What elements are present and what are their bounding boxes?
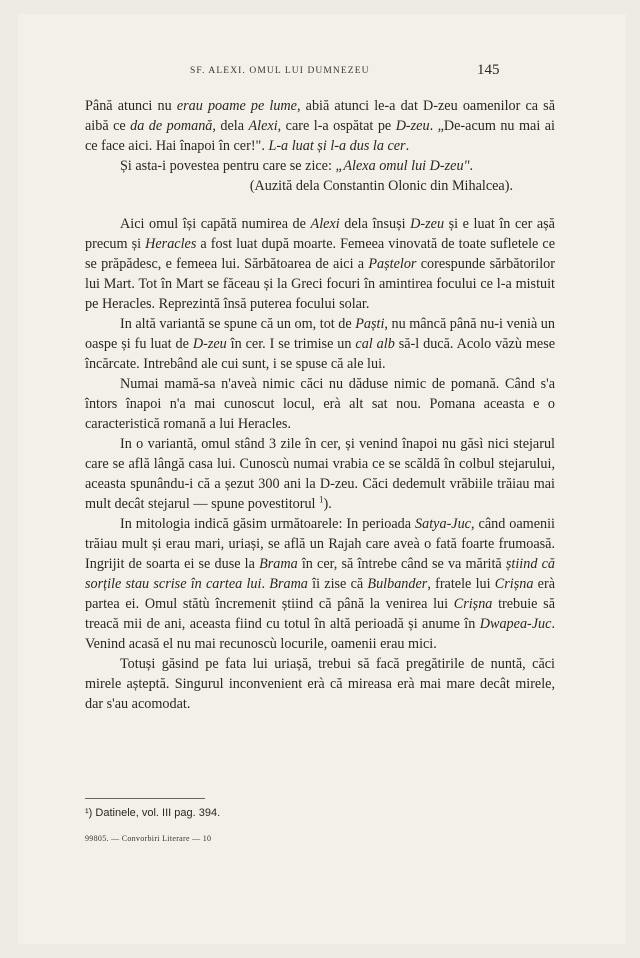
footnote: [85, 807, 220, 819]
italic-phrase: Paști: [355, 316, 385, 332]
italic-phrase: Brama: [259, 556, 298, 572]
italic-phrase: Alexi: [248, 118, 278, 134]
text-run: în cer, să întrebe când se va mărită: [297, 556, 506, 572]
running-title: SF. ALEXI. OMUL LUI DUMNEZEU: [190, 66, 370, 76]
italic-phrase: „Alexa omul lui D-zeu": [335, 158, 470, 174]
italic-phrase: Dwapea-Juc: [479, 616, 552, 632]
text-run: , dela: [212, 118, 249, 134]
text-run: trebuie să treacă mii de ani, aceasta fiind cu totul în altă perioadă și anume în: [85, 596, 555, 632]
paragraph: [85, 434, 555, 514]
paragraph: [85, 214, 555, 314]
italic-phrase: Crișna: [494, 576, 534, 592]
text-run: , care l-a ospătat pe: [277, 118, 396, 134]
text-run: .: [261, 576, 270, 592]
page-header: [0, 62, 640, 86]
text-run: , când oamenii trăiau mult și erau mari, uriași, se află un Rajah care aveà o fată foarte frumoasă. Ingrijit de soarta ei se duse la: [85, 516, 555, 572]
source-attribution: (Auzită dela Constantin Olonic din Mihalcea).: [249, 178, 513, 194]
paragraph: [85, 156, 555, 176]
footnote-divider: [85, 798, 205, 799]
text-run: In o variantă, omul stând 3 zile în cer, și venind înapoi nu găsì nici stejarul care se află lângă casa lui. Cunoscù numai vrabia ce se scăldă în colbul stejarului, aceasta spunându-i că a șezut 300 ani la D-zeu. Căci dedemult vrăbiile trăiau mai mult decât stejarul — spune povestitorul: [85, 436, 555, 512]
italic-phrase: Alexi: [310, 216, 340, 232]
italic-phrase: Brama: [269, 576, 308, 592]
italic-phrase: cal alb: [355, 336, 395, 352]
italic-phrase: știind că sorțile stau scrise în cartea lui: [85, 556, 555, 592]
paragraph: [85, 374, 555, 434]
italic-phrase: Heracles: [145, 236, 197, 252]
italic-phrase: D-zeu: [192, 336, 227, 352]
text-run: .: [469, 158, 474, 174]
italic-phrase: Crișna: [453, 596, 493, 612]
text-run: dela însuși: [339, 216, 411, 232]
text-run: In altă variantă se spune că un om, tot de: [120, 316, 356, 332]
text-run: ).: [323, 496, 332, 512]
text-run: corespunde sărbătorilor lui Mart. Tot în Mart se făceau și la Greci focuri în amintirea focului ce l-a mistuit pe Heracles. Reprezintă însă puterea focului solar.: [85, 256, 555, 312]
text-run: a fost luat după moarte. Femeea vinovată de toate sufletele ce se prăpădesc, e femeea lui. Sărbătoarea de aici a: [85, 236, 555, 272]
italic-phrase: erau poame pe lume: [176, 98, 297, 114]
text-run: și e luat în cer așă precum și: [85, 216, 555, 252]
section-gap: [85, 196, 555, 214]
body-text: [85, 96, 555, 714]
text-run: .: [405, 138, 410, 154]
text-run: în cer. I se trimise un: [226, 336, 356, 352]
text-run: Aici omul își capătă numirea de: [120, 216, 311, 232]
text-run: Numai mamă-sa n'aveà nimic căci nu dăduse nimic de pomană. Când s'a întors înapoi n'a mai cunoscut locul, erà alt sat nou. Pomana aceasta e o caracteristică romană a lui Heracles.: [85, 376, 555, 432]
italic-phrase: L-a luat și l-a dus la cer: [268, 138, 406, 154]
printer-imprint: 99805. — Convorbiri Literare — 10: [85, 834, 212, 843]
text-run: Până atunci nu: [85, 98, 177, 114]
text-run: , abiă atunci le-a dat D-zeu oamenilor ca să aibă ce: [85, 98, 555, 134]
italic-phrase: Paștelor: [368, 256, 417, 272]
footnote-reference: 1: [319, 494, 324, 505]
italic-phrase: da de pomană: [130, 118, 213, 134]
text-run: . „De-acum nu mai ai ce face aici. Hai înapoi în cer!".: [85, 118, 555, 154]
paragraph: [85, 96, 555, 156]
text-run: . Venind acasă el nu mai recunoscù locurile, oamenii erau mici.: [85, 616, 555, 652]
page-number: 145: [477, 62, 500, 78]
paragraph: [85, 514, 555, 654]
paragraph: [85, 654, 555, 714]
text-run: In mitologia indică găsim următoarele: In perioada: [120, 516, 416, 532]
text-run: să-l ducă. Acolo văzù mese încărcate. Intrebând ale cui sunt, i se spuse că ale lui.: [85, 336, 556, 372]
text-run: Și asta-i povestea pentru care se zice:: [120, 158, 336, 174]
text-run: , nu mâncă până nu-i venià un oaspe și fu luat de: [85, 316, 555, 352]
italic-phrase: D-zeu: [395, 118, 430, 134]
text-run: Totuși găsind pe fata lui uriașă, trebui să facă pregătirile de nuntă, căci mirele așteptă. Singurul inconvenient erà că mireasa erà mai mare decât mirele, dar s'au acomodat.: [85, 656, 555, 712]
footnote-marker: ¹): [85, 807, 93, 819]
text-run: erà partea ei. Omul stătù încremenit știind că până la venirea lui: [85, 576, 555, 612]
text-run: îi zise că: [307, 576, 368, 592]
text-run: , fratele lui: [427, 576, 495, 592]
footnote-text: Datinele, vol. III pag. 394.: [95, 807, 221, 819]
italic-phrase: Satya-Juc: [415, 516, 471, 532]
italic-phrase: D-zeu: [410, 216, 445, 232]
paragraph: [85, 314, 555, 374]
italic-phrase: Bulbander: [367, 576, 428, 592]
